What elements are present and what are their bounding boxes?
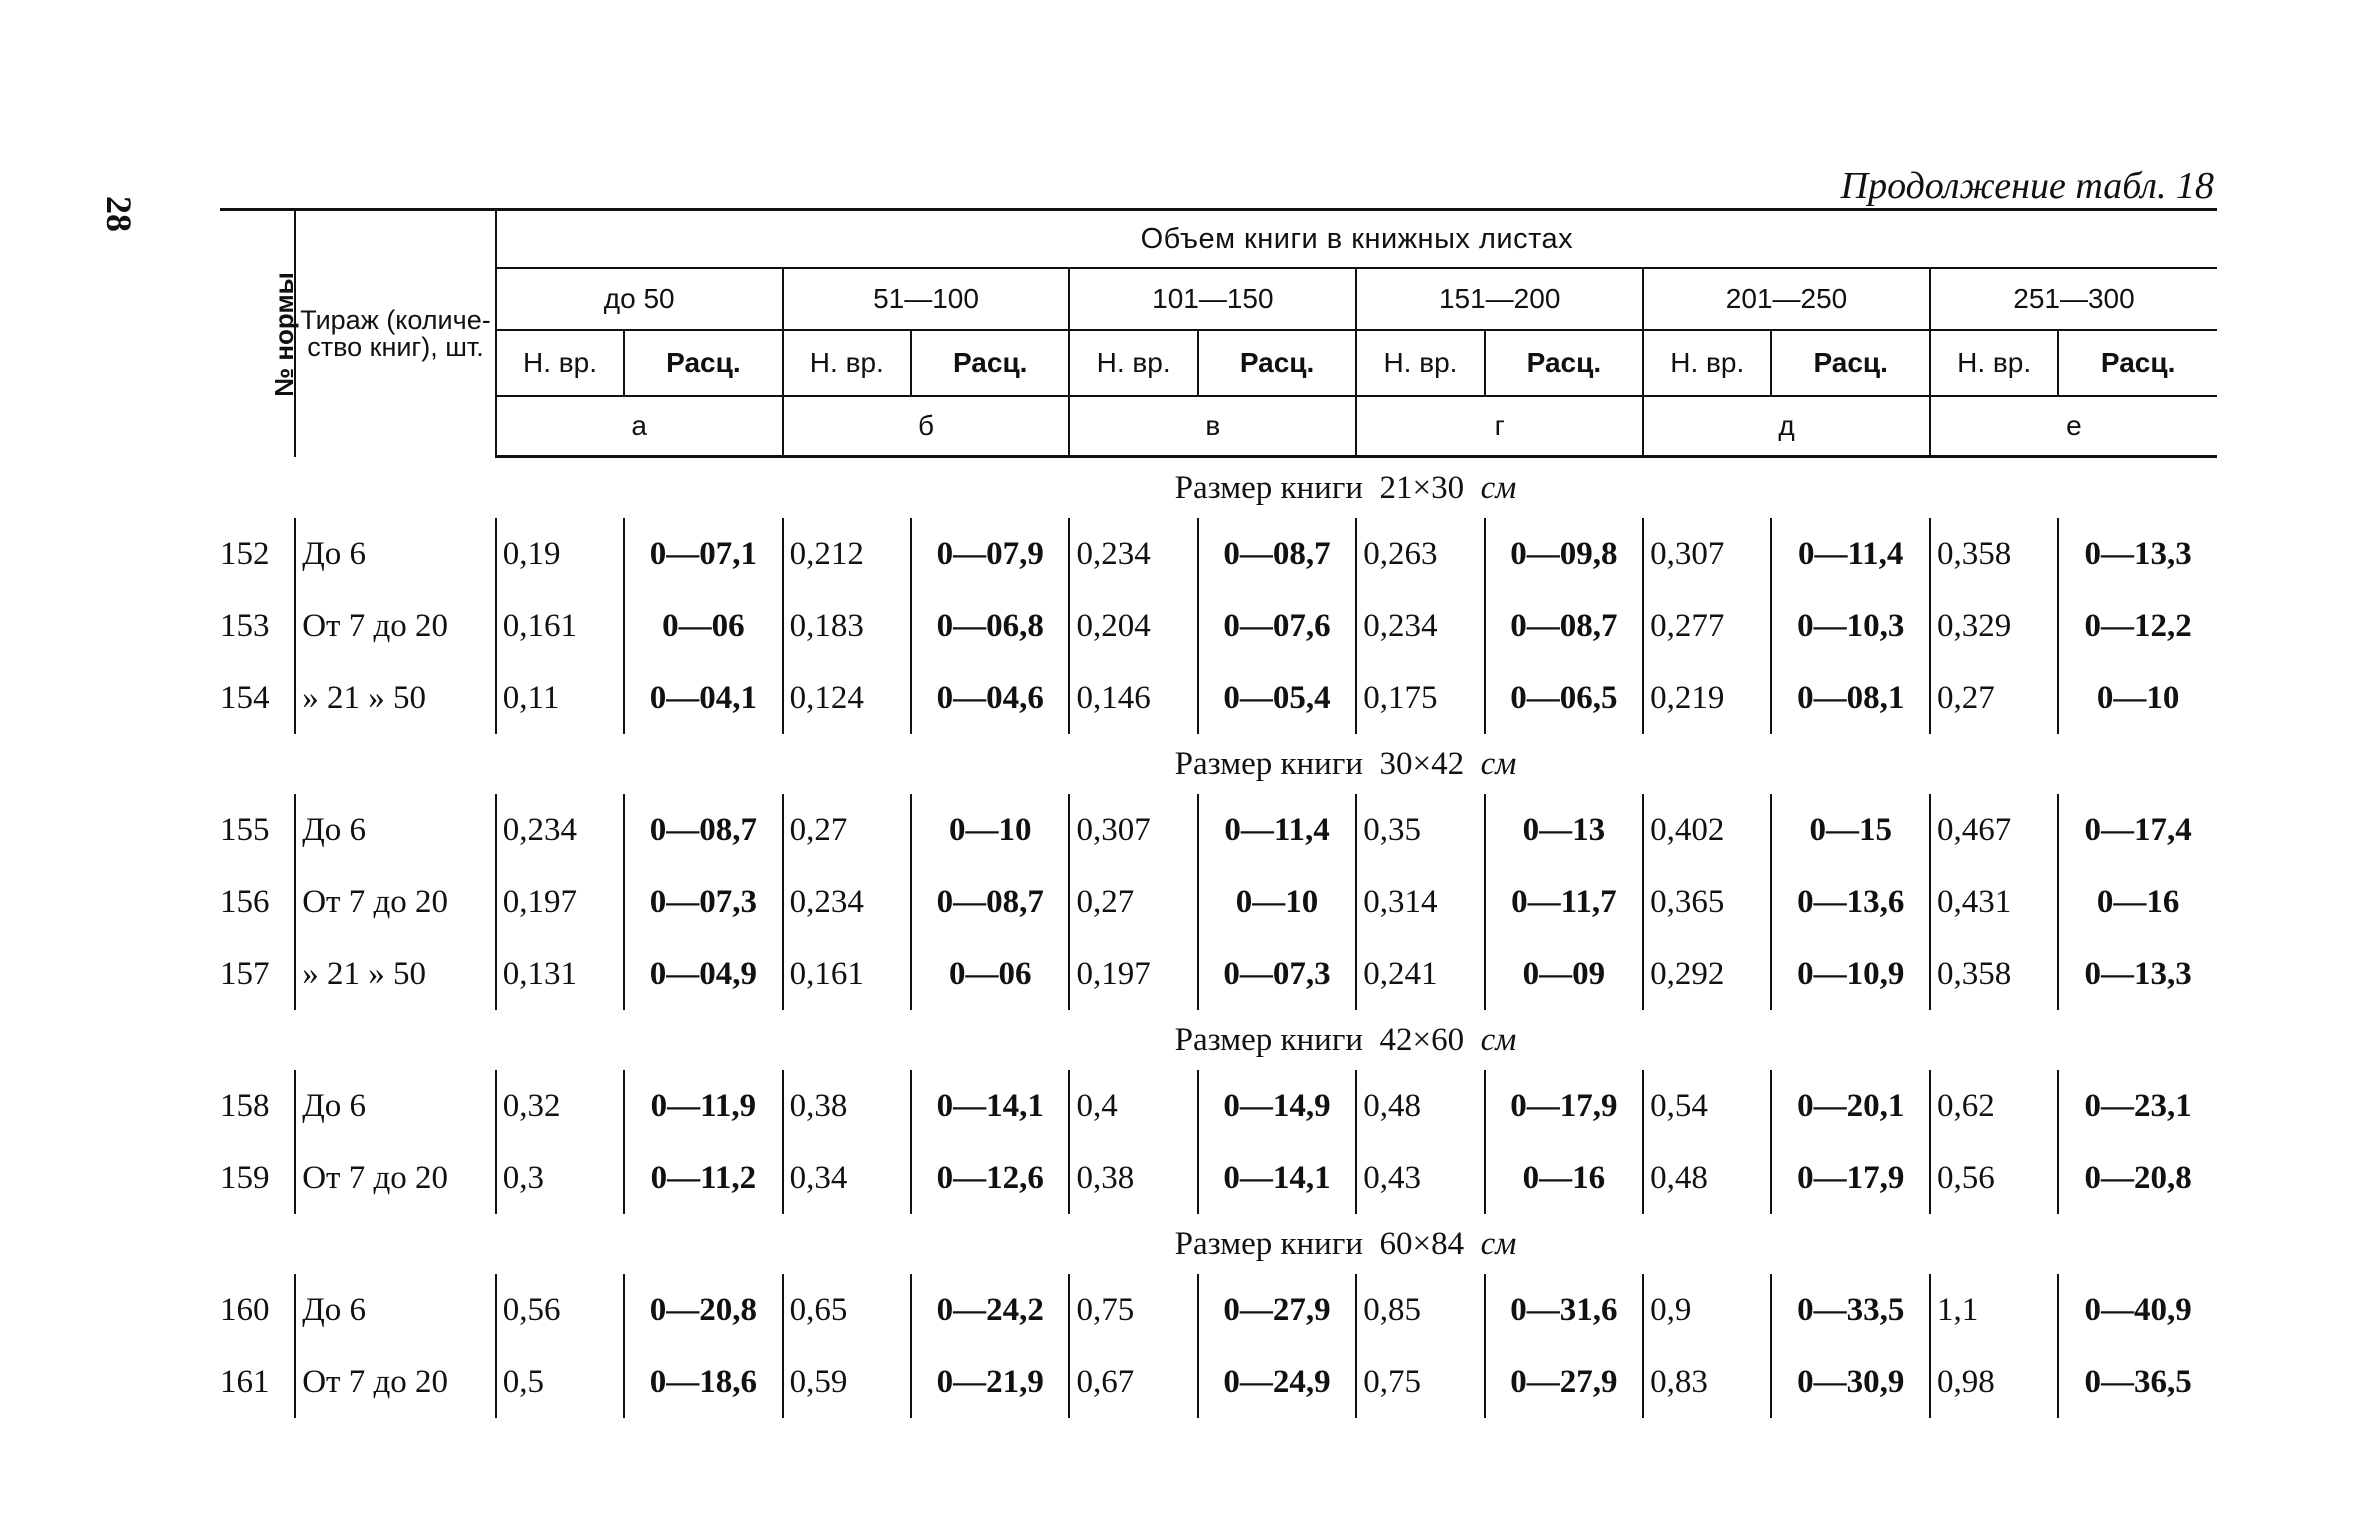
time-norm-value: 0,183	[783, 590, 911, 662]
rate-value: 0—36,5	[2058, 1346, 2217, 1418]
section-title	[220, 1010, 2217, 1070]
rate-value: 0—09,8	[1485, 518, 1643, 590]
rate-value: 0—21,9	[911, 1346, 1069, 1418]
rate-value: 0—07,3	[1198, 938, 1356, 1010]
table-row	[220, 1346, 2217, 1418]
rate-value: 0—07,6	[1198, 590, 1356, 662]
tirazh-header: Тираж (количество книг), шт.	[295, 210, 496, 457]
rate-value: 0—17,9	[1485, 1070, 1643, 1142]
time-norm-value: 0,234	[1069, 518, 1197, 590]
volume-range-header: 201—250	[1643, 268, 1930, 330]
header-row-ranges	[220, 268, 2217, 330]
time-norm-value: 0,358	[1930, 518, 2058, 590]
time-norm-value: 0,5	[496, 1346, 624, 1418]
section-title-row	[220, 1214, 2217, 1274]
rate-value: 0—11,4	[1198, 794, 1356, 866]
rate-value: 0—23,1	[2058, 1070, 2217, 1142]
table-row	[220, 1274, 2217, 1346]
time-norm-value: 0,241	[1356, 938, 1484, 1010]
norm-number: 157	[220, 955, 270, 992]
time-norm-value: 0,75	[1356, 1346, 1484, 1418]
header-row-volume	[220, 210, 2217, 269]
time-norm-value: 0,175	[1356, 662, 1484, 734]
header-row-letters	[220, 396, 2217, 457]
time-norm-value: 0,19	[496, 518, 624, 590]
tirazh-value: От 7 до 20	[295, 590, 496, 662]
time-norm-value: 0,32	[496, 1070, 624, 1142]
rate-value: 0—13,3	[2058, 518, 2217, 590]
tirazh-value: До 6	[295, 1274, 496, 1346]
time-norm-value: 0,56	[496, 1274, 624, 1346]
rate-value: 0—27,9	[1485, 1346, 1643, 1418]
time-norm-value: 0,219	[1643, 662, 1771, 734]
time-norm-value: 0,3	[496, 1142, 624, 1214]
rate-value: 0—24,9	[1198, 1346, 1356, 1418]
rate-value: 0—10	[911, 794, 1069, 866]
section-unit: см	[1480, 745, 1517, 782]
rate-value: 0—11,7	[1485, 866, 1643, 938]
rate-value: 0—05,4	[1198, 662, 1356, 734]
tirazh-value: До 6	[295, 518, 496, 590]
table-row	[220, 590, 2217, 662]
table-row	[220, 518, 2217, 590]
norms-table-container	[220, 208, 2217, 1418]
time-norm-value: 0,358	[1930, 938, 2058, 1010]
norm-number: 154	[220, 679, 270, 716]
rate-header: Расц.	[1198, 330, 1356, 396]
rate-value: 0—04,9	[624, 938, 782, 1010]
norm-number-header-label: № нормы	[268, 272, 299, 398]
norm-number: 153	[220, 607, 270, 644]
time-norm-value: 0,329	[1930, 590, 2058, 662]
rate-value: 0—14,1	[1198, 1142, 1356, 1214]
rate-value: 0—33,5	[1771, 1274, 1929, 1346]
tirazh-value: » 21 » 50	[295, 938, 496, 1010]
rate-value: 0—24,2	[911, 1274, 1069, 1346]
rate-value: 0—07,3	[624, 866, 782, 938]
rate-value: 0—16	[1485, 1142, 1643, 1214]
rate-value: 0—06,5	[1485, 662, 1643, 734]
rate-value: 0—12,6	[911, 1142, 1069, 1214]
rate-value: 0—16	[2058, 866, 2217, 938]
section-title-text: Размер книги	[1174, 1225, 1364, 1262]
section-title-row	[220, 734, 2217, 794]
section-title-row	[220, 457, 2217, 519]
time-norm-value: 0,38	[1069, 1142, 1197, 1214]
rate-value: 0—15	[1771, 794, 1929, 866]
time-norm-value: 0,234	[1356, 590, 1484, 662]
norm-number-header	[220, 210, 299, 457]
volume-range-header: 51—100	[783, 268, 1070, 330]
table-row	[220, 938, 2217, 1010]
rate-value: 0—08,7	[911, 866, 1069, 938]
rate-value: 0—18,6	[624, 1346, 782, 1418]
section-title-row	[220, 1010, 2217, 1070]
tirazh-value: До 6	[295, 1070, 496, 1142]
rate-value: 0—13,6	[1771, 866, 1929, 938]
rate-header: Расц.	[624, 330, 782, 396]
rate-value: 0—06,8	[911, 590, 1069, 662]
time-norm-value: 0,43	[1356, 1142, 1484, 1214]
norm-number: 161	[220, 1363, 270, 1400]
tirazh-value: От 7 до 20	[295, 1346, 496, 1418]
time-norm-value: 0,67	[1069, 1346, 1197, 1418]
time-norm-header: Н. вр.	[496, 330, 624, 396]
time-norm-value: 0,38	[783, 1070, 911, 1142]
volume-range-header: 251—300	[1930, 268, 2217, 330]
rate-value: 0—27,9	[1198, 1274, 1356, 1346]
rate-header: Расц.	[1485, 330, 1643, 396]
norm-number: 158	[220, 1087, 270, 1124]
rate-value: 0—08,7	[1485, 590, 1643, 662]
time-norm-value: 0,431	[1930, 866, 2058, 938]
rate-value: 0—07,1	[624, 518, 782, 590]
column-letter: а	[496, 396, 783, 457]
time-norm-value: 0,204	[1069, 590, 1197, 662]
table-header	[220, 210, 2217, 457]
rate-value: 0—20,8	[624, 1274, 782, 1346]
time-norm-value: 0,9	[1643, 1274, 1771, 1346]
time-norm-value: 0,85	[1356, 1274, 1484, 1346]
section-title	[220, 1214, 2217, 1274]
time-norm-value: 0,277	[1643, 590, 1771, 662]
rate-value: 0—08,7	[624, 794, 782, 866]
time-norm-header: Н. вр.	[1356, 330, 1484, 396]
table-row	[220, 866, 2217, 938]
time-norm-value: 0,83	[1643, 1346, 1771, 1418]
rate-value: 0—11,4	[1771, 518, 1929, 590]
rate-header: Расц.	[911, 330, 1069, 396]
rate-value: 0—13	[1485, 794, 1643, 866]
rate-value: 0—04,6	[911, 662, 1069, 734]
volume-header: Объем книги в книжных листах	[496, 210, 2217, 269]
section-unit: см	[1480, 1021, 1517, 1058]
rate-value: 0—09	[1485, 938, 1643, 1010]
header-row-subheads	[220, 330, 2217, 396]
rate-value: 0—20,1	[1771, 1070, 1929, 1142]
section-title-text: Размер книги	[1174, 1021, 1364, 1058]
tirazh-value: От 7 до 20	[295, 1142, 496, 1214]
time-norm-value: 0,263	[1356, 518, 1484, 590]
table-caption: Продолжение табл. 18	[1840, 165, 2214, 207]
rate-value: 0—17,9	[1771, 1142, 1929, 1214]
time-norm-value: 0,62	[1930, 1070, 2058, 1142]
time-norm-value: 0,124	[783, 662, 911, 734]
norm-number: 156	[220, 883, 270, 920]
rate-header: Расц.	[1771, 330, 1929, 396]
column-letter: в	[1069, 396, 1356, 457]
rate-value: 0—08,7	[1198, 518, 1356, 590]
section-title	[220, 734, 2217, 794]
time-norm-value: 0,467	[1930, 794, 2058, 866]
time-norm-value: 0,365	[1643, 866, 1771, 938]
rate-value: 0—17,4	[2058, 794, 2217, 866]
volume-range-header: 151—200	[1356, 268, 1643, 330]
time-norm-header: Н. вр.	[1069, 330, 1197, 396]
rate-value: 0—30,9	[1771, 1346, 1929, 1418]
time-norm-value: 0,234	[496, 794, 624, 866]
time-norm-value: 0,65	[783, 1274, 911, 1346]
rate-value: 0—11,9	[624, 1070, 782, 1142]
time-norm-value: 0,161	[496, 590, 624, 662]
table-row	[220, 1142, 2217, 1214]
time-norm-value: 0,48	[1356, 1070, 1484, 1142]
rate-value: 0—04,1	[624, 662, 782, 734]
time-norm-value: 0,307	[1069, 794, 1197, 866]
time-norm-value: 0,35	[1356, 794, 1484, 866]
section-size: 21×30	[1379, 469, 1465, 506]
time-norm-value: 0,27	[783, 794, 911, 866]
time-norm-value: 0,54	[1643, 1070, 1771, 1142]
section-size: 42×60	[1379, 1021, 1465, 1058]
rate-value: 0—06	[624, 590, 782, 662]
column-letter: д	[1643, 396, 1930, 457]
column-letter: е	[1930, 396, 2217, 457]
time-norm-value: 0,4	[1069, 1070, 1197, 1142]
table-body	[220, 457, 2217, 1419]
time-norm-value: 0,131	[496, 938, 624, 1010]
rate-value: 0—10	[2058, 662, 2217, 734]
rate-value: 0—14,9	[1198, 1070, 1356, 1142]
volume-range-header: до 50	[496, 268, 783, 330]
time-norm-value: 0,59	[783, 1346, 911, 1418]
time-norm-value: 0,307	[1643, 518, 1771, 590]
time-norm-value: 0,292	[1643, 938, 1771, 1010]
rate-header: Расц.	[2058, 330, 2217, 396]
table-row	[220, 662, 2217, 734]
section-unit: см	[1480, 1225, 1517, 1262]
norm-number: 155	[220, 811, 270, 848]
rate-value: 0—08,1	[1771, 662, 1929, 734]
rate-value: 0—07,9	[911, 518, 1069, 590]
rate-value: 0—10,3	[1771, 590, 1929, 662]
time-norm-value: 0,402	[1643, 794, 1771, 866]
table-row	[220, 794, 2217, 866]
tirazh-value: » 21 » 50	[295, 662, 496, 734]
time-norm-header: Н. вр.	[1930, 330, 2058, 396]
time-norm-value: 0,48	[1643, 1142, 1771, 1214]
time-norm-value: 0,27	[1930, 662, 2058, 734]
section-title	[220, 457, 2217, 519]
time-norm-value: 0,161	[783, 938, 911, 1010]
norm-number: 159	[220, 1159, 270, 1196]
rate-value: 0—11,2	[624, 1142, 782, 1214]
table-row	[220, 1070, 2217, 1142]
time-norm-value: 0,56	[1930, 1142, 2058, 1214]
rate-value: 0—10,9	[1771, 938, 1929, 1010]
section-title-text: Размер книги	[1174, 745, 1364, 782]
rate-value: 0—06	[911, 938, 1069, 1010]
rate-value: 0—12,2	[2058, 590, 2217, 662]
time-norm-value: 0,212	[783, 518, 911, 590]
rate-value: 0—13,3	[2058, 938, 2217, 1010]
rate-value: 0—40,9	[2058, 1274, 2217, 1346]
rate-value: 0—20,8	[2058, 1142, 2217, 1214]
norm-number: 160	[220, 1291, 270, 1328]
time-norm-value: 0,75	[1069, 1274, 1197, 1346]
rate-value: 0—14,1	[911, 1070, 1069, 1142]
time-norm-value: 0,34	[783, 1142, 911, 1214]
time-norm-value: 0,98	[1930, 1346, 2058, 1418]
section-size: 30×42	[1379, 745, 1465, 782]
column-letter: г	[1356, 396, 1643, 457]
volume-range-header: 101—150	[1069, 268, 1356, 330]
norm-number: 152	[220, 535, 270, 572]
time-norm-header: Н. вр.	[1643, 330, 1771, 396]
time-norm-value: 0,27	[1069, 866, 1197, 938]
section-unit: см	[1480, 469, 1517, 506]
norms-table	[220, 208, 2217, 1418]
time-norm-value: 1,1	[1930, 1274, 2058, 1346]
page-number: 28	[99, 196, 139, 232]
tirazh-value: До 6	[295, 794, 496, 866]
tirazh-value: От 7 до 20	[295, 866, 496, 938]
column-letter: б	[783, 396, 1070, 457]
rate-value: 0—10	[1198, 866, 1356, 938]
time-norm-value: 0,197	[1069, 938, 1197, 1010]
rate-value: 0—31,6	[1485, 1274, 1643, 1346]
time-norm-value: 0,146	[1069, 662, 1197, 734]
section-size: 60×84	[1379, 1225, 1465, 1262]
time-norm-value: 0,234	[783, 866, 911, 938]
section-title-text: Размер книги	[1174, 469, 1364, 506]
time-norm-value: 0,314	[1356, 866, 1484, 938]
time-norm-value: 0,197	[496, 866, 624, 938]
time-norm-header: Н. вр.	[783, 330, 911, 396]
time-norm-value: 0,11	[496, 662, 624, 734]
